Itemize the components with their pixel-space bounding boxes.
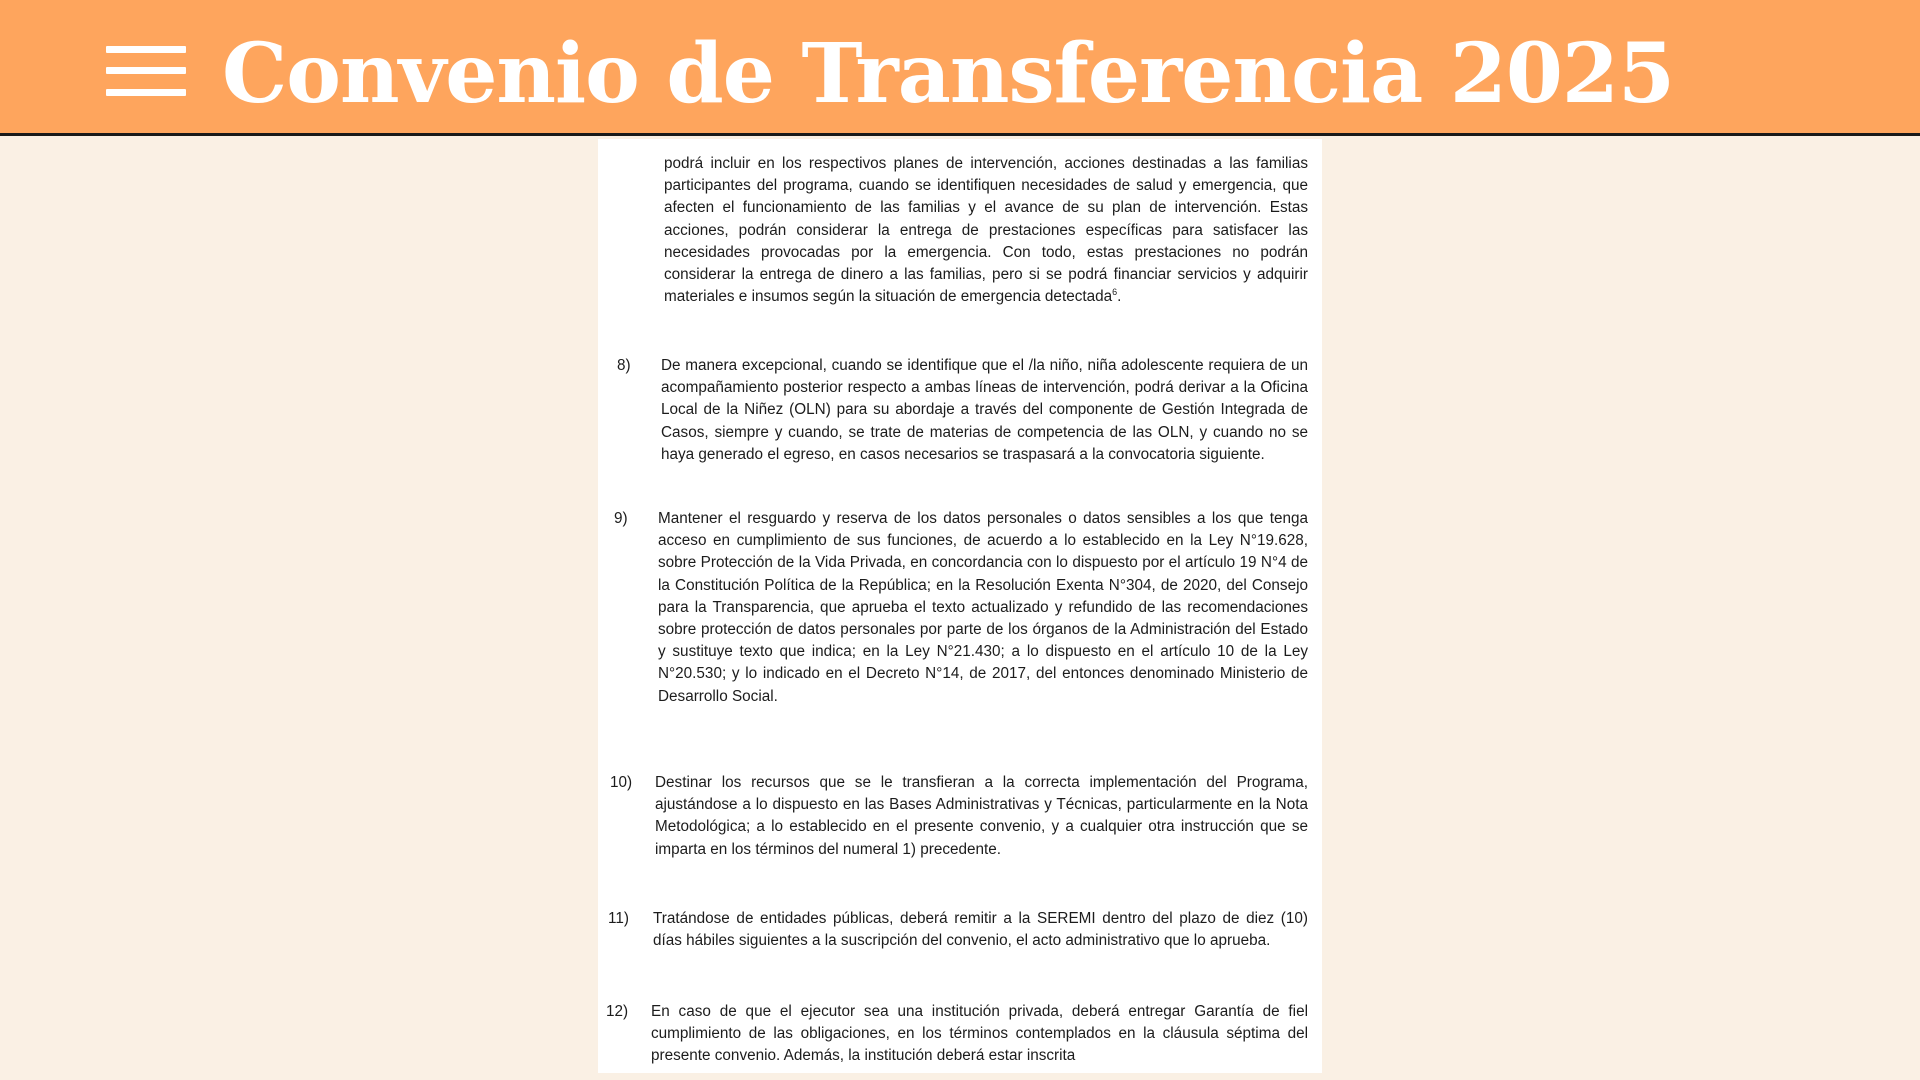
menu-line <box>106 46 186 53</box>
item-number: 8) <box>617 357 631 374</box>
item-number: 10) <box>610 774 633 791</box>
top-header-bar <box>0 0 1920 136</box>
list-item-text: De manera excepcional, cuando se identifique que el /la niño, niña adolescente requiera de un acompañamiento posterior respecto a ambas líneas de intervención, podrá derivar a la Oficina Local de la Niñez (OLN) para su abordaje a través del componente de Gestión Integrada de Casos, siempre y cuando, se trate de materias de competencia de las OLN, y cuando no se haya generado el egreso, en casos necesarios se traspasará a la convocatoria siguiente. <box>661 357 1308 463</box>
intro-paragraph-text: podrá incluir en los respectivos planes de intervención, acciones destinadas a las familias participantes del programa, cuando se identifiquen necesidades de salud y emergencia, que afecten el funcionamiento de las familias y el avance de su plan de intervención. Estas acciones, podrán considerar la entrega de prestaciones específicas para satisfacer las necesidades provocadas por la emergencia. Con todo, estas prestaciones no podrán considerar la entrega de dinero a las familias, pero si se podrá financiar servicios y adquirir materiales e insumos según la situación de emergencia detectada <box>664 155 1308 306</box>
hamburger-menu-icon[interactable] <box>106 46 186 96</box>
item-number: 11) <box>608 910 629 927</box>
list-item-text: Mantener el resguardo y reserva de los datos personales o datos sensibles a los que tenga acceso en cumplimiento de sus funciones, de acuerdo a lo establecido en la Ley N°19.628, sobre Protección de la Vida Privada, en concordancia con lo dispuesto por el artículo 19 N°4 de la Constitución Política de la República; en la Resolución Exenta N°304, de 2020, del Consejo para la Transparencia, que aprueba el texto actualizado y refundido de las recomendaciones sobre protección de datos personales por parte de los órganos de la Administración del Estado y sustituye texto que indica; en la Ley N°21.430; a lo dispuesto en el artículo 10 de la Ley N°20.530; y lo indicado en el Decreto N°14, de 2017, del entonces denominado Ministerio de Desarrollo Social. <box>658 510 1308 705</box>
list-item-text: Tratándose de entidades públicas, deberá remitir a la SEREMI dentro del plazo de diez (10) días hábiles siguientes a la suscripción del convenio, el acto administrativo que lo aprueba. <box>653 910 1308 950</box>
menu-line <box>106 89 186 96</box>
item-number: 12) <box>606 1003 629 1020</box>
page-title: Convenio de Transferencia 2025 <box>222 26 1675 122</box>
item-number: 9) <box>614 510 628 527</box>
list-item-text: En caso de que el ejecutor sea una institución privada, deberá entregar Garantía de fiel cumplimiento de las obligaciones, en los términos contemplados en la cláusula séptima del presente convenio. Además, la institución deberá estar inscrita <box>651 1003 1308 1065</box>
scanned-document-page <box>598 139 1322 1073</box>
footnote-marker: 6 <box>1112 287 1118 298</box>
list-item-text: Destinar los recursos que se le transfieran a la correcta implementación del Programa, ajustándose a lo dispuesto en las Bases Administrativas y Técnicas, particularmente en la Nota Metodológica; a lo establecido en el presente convenio, y a cualquier otra instrucción que se imparta en los términos del numeral 1) precedente. <box>655 774 1308 858</box>
intro-paragraph: podrá incluir en los respectivos planes de intervención, acciones destinadas a las familias participantes del programa, cuando se identifiquen necesidades de salud y emergencia, que afecten el funcionamiento de las familias y el avance de su plan de intervención. Estas acciones, podrán considerar la entrega de prestaciones específicas para satisfacer las necesidades provocadas por la emergencia. Con todo, estas prestaciones no podrán considerar la entrega de dinero a las familias, pero si se podrá financiar servicios y adquirir materiales e insumos según la situación de emergencia detectada$^6$. <box>664 155 1308 306</box>
menu-line <box>106 67 186 74</box>
